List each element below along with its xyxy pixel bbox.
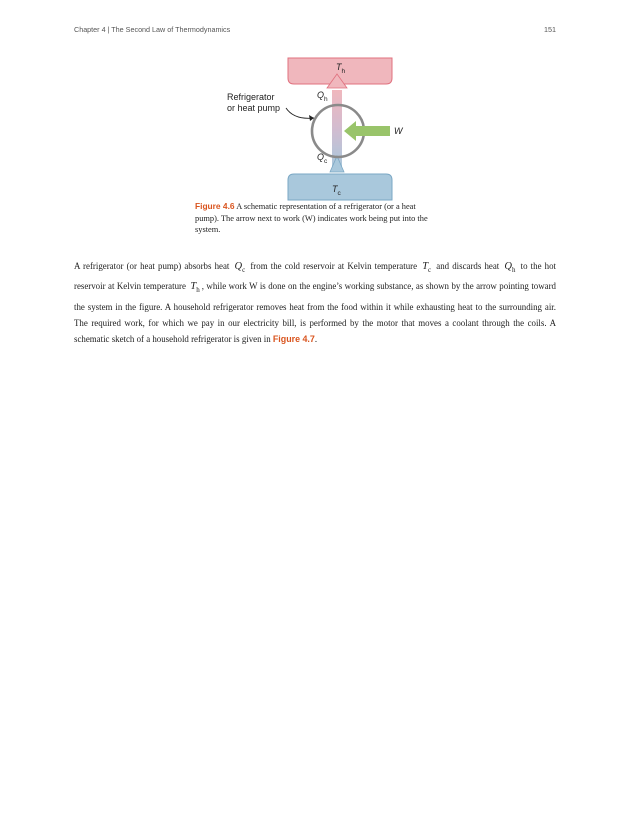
figure-4-7-link[interactable]: Figure 4.7 [272,334,315,344]
work-arrow [344,121,390,141]
device-label-line1: Refrigerator [227,92,275,102]
math-qc: $Q_c$ [234,261,246,275]
figure-number: Figure 4.6 [195,201,235,211]
running-header-chapter: Chapter 4 | The Second Law of Thermodynamics [74,25,231,34]
device-label-line2: or heat pump [227,103,281,113]
text-run: and discards heat [436,261,503,271]
caption-text: A schematic representation of a refrigerator (or a heat pump). The arrow next to work (W) indicates work being put into the system. [195,202,428,235]
work-label: W [394,126,403,136]
heat-in-label: $Q_c$ [317,152,328,165]
math-qh: $Q_h$ [504,261,516,275]
text-run: , while work W is done on the engine’s working substance, as shown by the arrow pointing toward the system in the figure. A household refrigerator removes heat from the food within it while exhausting heat to the surrounding air. The required work, for which we pay in our electricity bill, is performed by the motor that moves a coolant through the coils. A schematic sketch of a household refrigerator is given in [74,281,556,344]
math-th: $T_h$ [190,281,200,295]
refrigerator-schematic [280,54,410,206]
hot-reservoir-label: $T_h$ [336,62,346,75]
heat-out-label: $Q_h$ [317,90,328,103]
text-run: from the cold reservoir at Kelvin temperature [250,261,421,271]
text-run: . [314,334,318,344]
math-tc: $T_c$ [422,261,432,275]
figure-caption [195,201,435,236]
device-label [227,92,280,114]
text-run: A refrigerator (or heat pump) absorbs heat [74,261,233,271]
cold-reservoir-label: $T_c$ [332,184,341,197]
text-run: to the hot reservoir at Kelvin temperature [74,261,556,292]
page-number: 151 [544,25,556,34]
body-paragraph [74,258,556,347]
